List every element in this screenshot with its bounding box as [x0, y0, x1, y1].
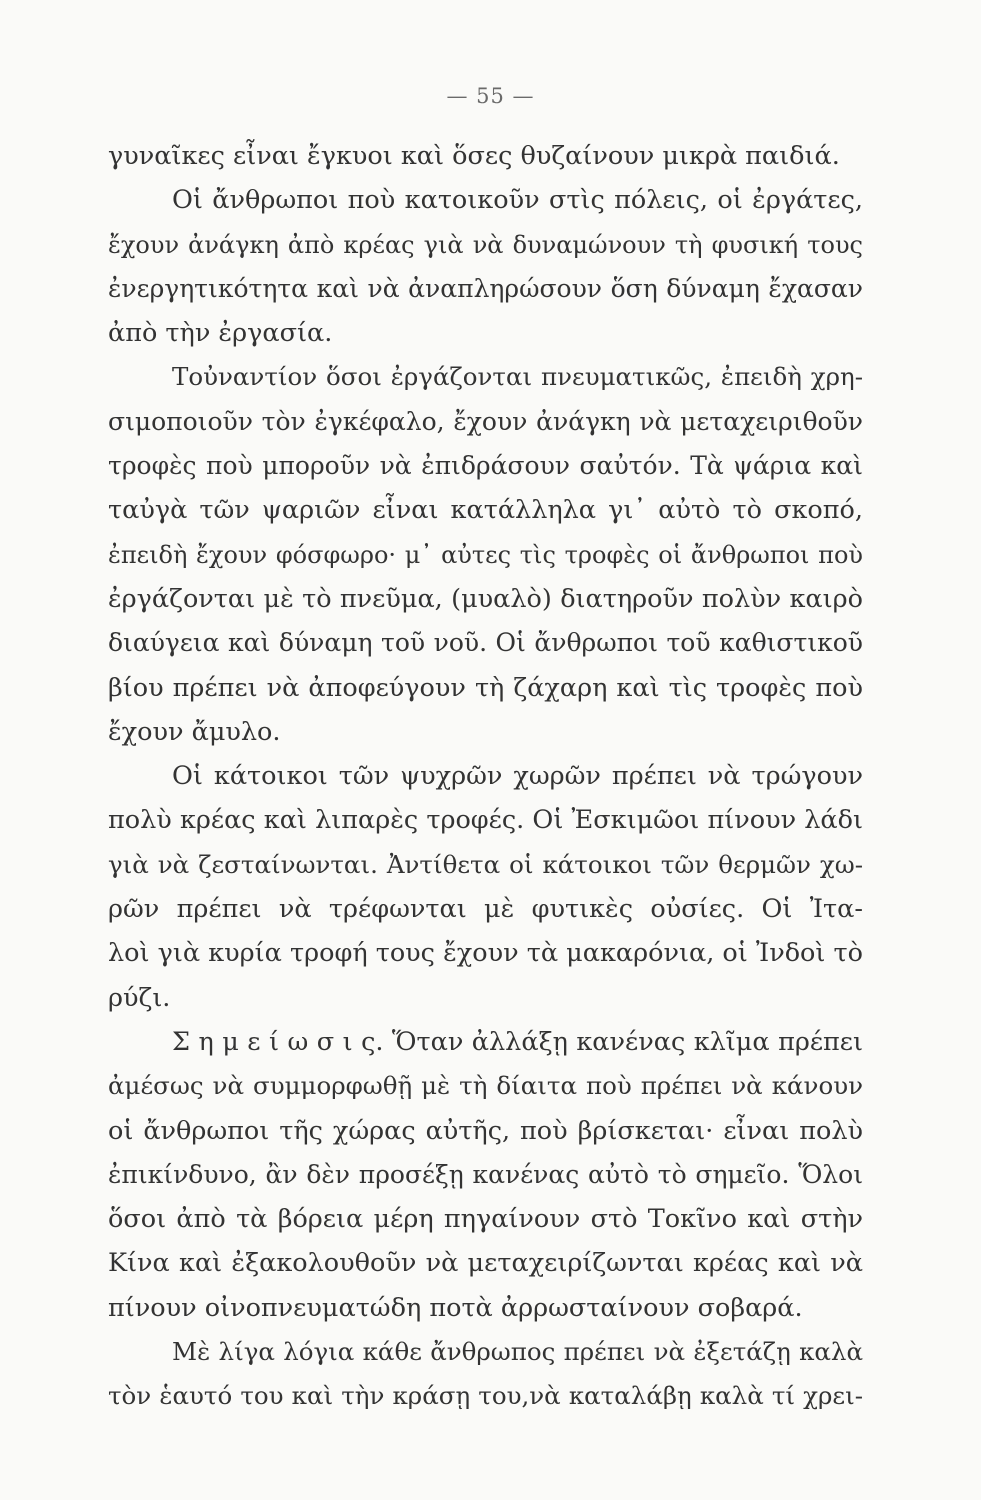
text-line: ρύζι. — [108, 982, 171, 1013]
text-line: ἔχουν ἀνάγκη ἀπὸ κρέας γιὰ νὰ δυναμώνουν τὴ φυσική τους — [108, 230, 863, 259]
text-line: ἐπειδὴ ἔχουν φόσφωρο· μ᾽ αὐτες τὶς τροφὲς οἱ ἄνθρωποι ποὺ — [108, 540, 863, 569]
text-line: τὸν ἑαυτό του καὶ τὴν κράσῃ του,νὰ καταλάβῃ καλὰ τί χρει- — [108, 1381, 863, 1411]
text-line: ρῶν πρέπει νὰ τρέφωνται μὲ φυτικὲς οὐσίες. Οἱ Ἰτα- — [108, 894, 863, 925]
page-number: — 55 — — [446, 84, 535, 108]
text-line: πίνουν οἰνοπνευματώδη ποτὰ ἀρρωσταίνουν σοβαρά. — [108, 1292, 803, 1323]
text-line: ἐνεργητικότητα καὶ νὰ ἀναπληρώσουν ὅση δύναμη ἔχασαν — [108, 273, 863, 303]
text-line: γιὰ νὰ ζεσταίνωνται. Ἀντίθετα οἱ κάτοικοι τῶν θερμῶν χω- — [108, 849, 863, 879]
text-line: βίου πρέπει νὰ ἀποφεύγουν τὴ ζάχαρη καὶ τὶς τροφὲς ποὺ — [108, 672, 863, 703]
text-line: ἀμέσως νὰ συμμορφωθῇ μὲ τὴ δίαιτα ποὺ πρέπει νὰ κάνουν — [108, 1071, 863, 1101]
text-line: Οἱ κάτοικοι τῶν ψυχρῶν χωρῶν πρέπει νὰ τρώγουν — [172, 761, 863, 792]
text-line: διαύγεια καὶ δύναμη τοῦ νοῦ. Οἱ ἄνθρωποι τοῦ καθιστικοῦ — [108, 628, 863, 658]
text-line: Τοὐναντίον ὅσοι ἐργάζονται πνευματικῶς, ἐπειδὴ χρη- — [172, 362, 863, 392]
text-line: ταὐγὰ τῶν ψαριῶν εἶναι κατάλληλα γι᾽ αὐτὸ τὸ σκοπό, — [108, 495, 863, 526]
text-line: Σ η μ ε ί ω σ ι ς. Ὅταν ἀλλάξῃ κανένας κλῖμα πρέπει — [172, 1026, 863, 1057]
body-text — [108, 134, 863, 1419]
text-line: ἀπὸ τὴν ἐργασία. — [108, 318, 333, 349]
text-line: ἐπικίνδυνο, ἂν δὲν προσέξῃ κανένας αὐτὸ τὸ σημεῖο. Ὅλοι — [108, 1159, 863, 1189]
text-line: ἔχουν ἄμυλο. — [108, 716, 281, 747]
text-line: Μὲ λίγα λόγια κάθε ἄνθρωπος πρέπει νὰ ἐξετάζῃ καλὰ — [172, 1337, 863, 1367]
text-line: Οἱ ἄνθρωποι ποὺ κατοικοῦν στὶς πόλεις, οἱ ἐργάτες, — [172, 185, 863, 216]
text-line: ἐργάζονται μὲ τὸ πνεῦμα, (μυαλὸ) διατηροῦν πολὺν καιρὸ — [108, 583, 863, 614]
text-line: λοὶ γιὰ κυρία τροφή τους ἔχουν τὰ μακαρόνια, οἱ Ἰνδοὶ τὸ — [108, 938, 863, 969]
text-line: Κίνα καὶ ἐξακολουθοῦν νὰ μεταχειρίζωνται κρέας καὶ νὰ — [108, 1248, 863, 1279]
text-line: γυναῖκες εἶναι ἔγκυοι καὶ ὅσες θυζαίνουν μικρὰ παιδιά. — [108, 141, 840, 171]
text-line: οἱ ἄνθρωποι τῆς χώρας αὐτῆς, ποὺ βρίσκεται· εἶναι πολὺ — [108, 1115, 863, 1146]
text-line: ὅσοι ἀπὸ τὰ βόρεια μέρη πηγαίνουν στὸ Τοκῖνο καὶ στὴν — [108, 1204, 863, 1235]
text-line: τροφὲς ποὺ μποροῦν νὰ ἐπιδράσουν σαὐτόν. Τὰ ψάρια καὶ — [108, 451, 863, 481]
text-line: πολὺ κρέας καὶ λιπαρὲς τροφές. Οἱ Ἐσκιμῶοι πίνουν λάδι — [108, 805, 863, 836]
text-line: σιμοποιοῦν τὸν ἐγκέφαλο, ἔχουν ἀνάγκη νὰ μεταχειριθοῦν — [108, 406, 863, 436]
